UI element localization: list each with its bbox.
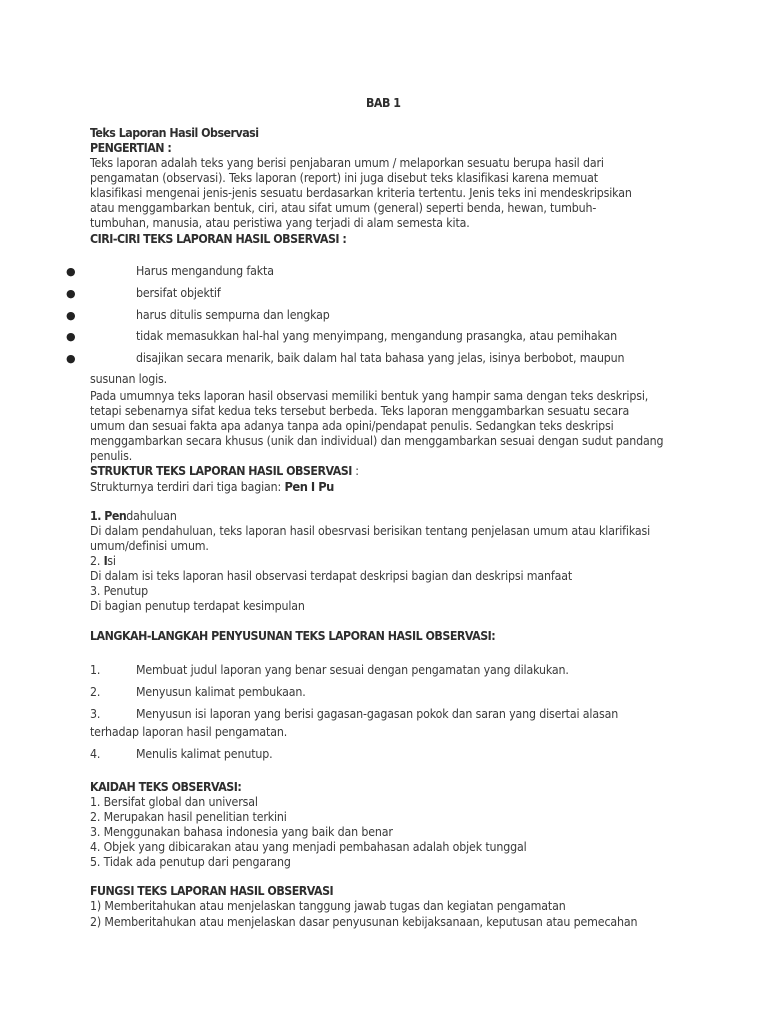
numbered-item-text: Menulis kalimat penutup. (136, 747, 273, 761)
fungsi-heading: FUNGSI TEKS LAPORAN HASIL OBSERVASI (90, 884, 334, 898)
paragraph-line: menggambarkan secara khusus (unik dan individual) dan menggambarkan sesuai dengan sudut pandang (90, 434, 664, 448)
kaidah-item: 5. Tidak ada penutup dari pengarang (90, 855, 291, 869)
fungsi-item: 2) Memberitahukan atau menjelaskan dasar penyusunan kebijaksanaan, keputusan atau pemecahan (90, 915, 638, 929)
list-item: harus ditulis sempurna dan lengkap (136, 308, 330, 322)
section-isi-title (90, 554, 116, 569)
document-title: Teks Laporan Hasil Observasi (90, 126, 259, 140)
section-line: Di dalam pendahuluan, teks laporan hasil obesrvasi berisikan tentang penjelasan umum atau klarifikasi (90, 524, 651, 538)
struktur-heading-line (90, 464, 359, 479)
pengertian-line: tumbuhan, manusia, atau peristiwa yang terjadi di alam semesta kita. (90, 216, 470, 230)
kaidah-item: 3. Menggunakan bahasa indonesia yang baik dan benar (90, 825, 393, 839)
paragraph-line: penulis. (90, 449, 133, 463)
numbered-item-continuation: terhadap laporan hasil pengamatan. (90, 725, 288, 739)
paragraph-line: tetapi sebenarnya sifat kedua teks tersebut berbeda. Teks laporan menggambarkan sesuatu secara (90, 404, 630, 418)
numbered-item-number: 4. (90, 747, 101, 761)
kaidah-heading: KAIDAH TEKS OBSERVASI: (90, 780, 242, 794)
struktur-colon: : (351, 464, 359, 478)
list-item: Harus mengandung fakta (136, 264, 274, 278)
struktur-acronym: Pen I Pu (284, 480, 334, 495)
pengertian-line: atau menggambarkan bentuk, ciri, atau sifat umum (general) seperti benda, hewan, tumbuh- (90, 201, 597, 215)
section-number: 1. (90, 509, 105, 523)
kaidah-item: 1. Bersifat global dan universal (90, 795, 258, 809)
chapter-heading: BAB 1 (366, 96, 401, 110)
numbered-item-number: 1. (90, 663, 101, 677)
fungsi-item: 1) Memberitahukan atau menjelaskan tanggung jawab tugas dan kegiatan pengamatan (90, 899, 566, 913)
paragraph-line: Pada umumnya teks laporan hasil observasi memiliki bentuk yang hampir sama dengan teks deskripsi, (90, 389, 649, 403)
section-pendahuluan-title (90, 509, 177, 524)
section-line: umum/definisi umum. (90, 539, 209, 553)
numbered-item-text: Menyusun kalimat pembukaan. (136, 685, 306, 699)
section-bold-part: I (103, 554, 108, 568)
pengertian-line: Teks laporan adalah teks yang berisi penjabaran umum / melaporkan sesuatu berupa hasil dari (90, 156, 604, 170)
list-item: disajikan secara menarik, baik dalam hal tata bahasa yang jelas, isinya berbobot, maupun (136, 351, 625, 365)
section-line: Di bagian penutup terdapat kesimpulan (90, 599, 305, 613)
list-item: tidak memasukkan hal-hal yang menyimpang, mengandung prasangka, atau pemihakan (136, 329, 618, 343)
langkah-heading: LANGKAH-LANGKAH PENYUSUNAN TEKS LAPORAN HASIL OBSERVASI: (90, 629, 496, 643)
list-item: bersifat objektif (136, 286, 221, 300)
numbered-item-number: 3. (90, 707, 101, 721)
bullet-icon: ● (66, 330, 76, 343)
bullet-icon: ● (66, 287, 76, 300)
numbered-item-text: Membuat judul laporan yang benar sesuai dengan pengamatan yang dilakukan. (136, 663, 569, 677)
section-bold-part: Pen (104, 509, 127, 523)
pengertian-line: klasifikasi mengenai jenis-jenis sesuatu berdasarkan kriteria tertentu. Jenis teks ini mendeskripsikan (90, 186, 632, 200)
bullet-icon: ● (66, 309, 76, 322)
pengertian-line: pengamatan (observasi). Teks laporan (report) ini juga disebut teks klasifikasi karena memuat (90, 171, 598, 185)
bullet-icon: ● (66, 352, 76, 365)
ciri-heading: CIRI-CIRI TEKS LAPORAN HASIL OBSERVASI : (90, 232, 347, 246)
bullet-icon: ● (66, 265, 76, 278)
section-rest: si (107, 554, 116, 568)
kaidah-item: 2. Merupakan hasil penelitian terkini (90, 810, 287, 824)
struktur-intro-line (90, 480, 334, 495)
struktur-heading: STRUKTUR TEKS LAPORAN HASIL OBSERVASI (90, 464, 352, 478)
struktur-intro: Strukturnya terdiri dari tiga bagian: (90, 480, 285, 494)
numbered-item-text: Menyusun isi laporan yang berisi gagasan-gagasan pokok dan saran yang disertai alasan (136, 707, 619, 721)
section-number: 2. (90, 554, 104, 568)
list-item-continuation: susunan logis. (90, 372, 167, 386)
kaidah-item: 4. Objek yang dibicarakan atau yang menjadi pembahasan adalah objek tunggal (90, 840, 527, 854)
section-penutup-title: 3. Penutup (90, 584, 149, 598)
section-rest: dahuluan (126, 509, 177, 523)
section-line: Di dalam isi teks laporan hasil observasi terdapat deskripsi bagian dan deskripsi manfaat (90, 569, 573, 583)
numbered-item-number: 2. (90, 685, 101, 699)
pengertian-heading: PENGERTIAN : (90, 141, 172, 155)
paragraph-line: umum dan sesuai fakta apa adanya tanpa ada opini/pendapat penulis. Sedangkan teks deskripsi (90, 419, 614, 433)
